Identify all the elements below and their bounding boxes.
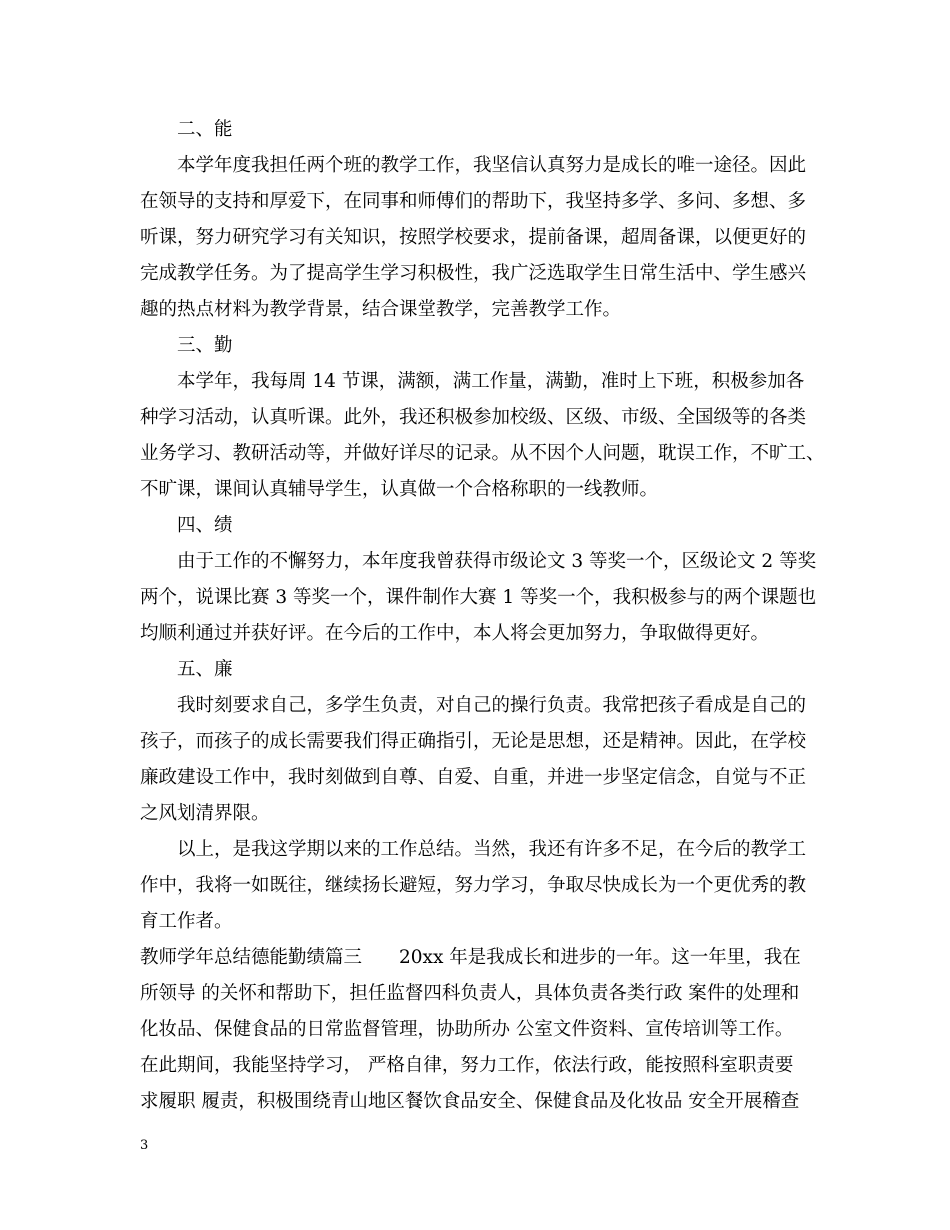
paragraph-line: 本学年，我每周 14 节课，满额，满工作量，满勤，准时上下班，积极参加各 bbox=[177, 371, 805, 392]
paragraph-line: 本学年度我担任两个班的教学工作，我坚信认真努力是成长的唯一途径。因此 bbox=[177, 155, 807, 176]
paragraph-line: 化妆品、保健食品的日常监督管理，协助所办 公室文件资料、宣传培训等工作。 bbox=[140, 1019, 794, 1040]
section-title-line: 教师学年总结德能勤绩篇三 20xx 年是我成长和进步的一年。这一年里，我在 bbox=[140, 947, 801, 968]
paragraph-line: 求履职 履责，积极围绕青山地区餐饮食品安全、保健食品及化妆品 安全开展稽查 bbox=[140, 1091, 800, 1112]
paragraph-line: 在领导的支持和厚爱下，在同事和师傅们的帮助下，我坚持多学、多问、多想、多 bbox=[140, 191, 807, 212]
paragraph-line: 两个，说课比赛 3 等奖一个，课件制作大赛 1 等奖一个，我积极参与的两个课题也 bbox=[140, 587, 817, 608]
paragraph-line: 在此期间，我能坚持学习， 严格自律，努力工作，依法行政，能按照科室职责要 bbox=[140, 1055, 794, 1076]
paragraph-line: 之风划清界限。 bbox=[140, 803, 270, 824]
paragraph-line: 所领导 的关怀和帮助下，担任监督四科负责人，具体负责各类行政 案件的处理和 bbox=[140, 983, 800, 1004]
paragraph-line: 均顺利通过并获好评。在今后的工作中，本人将会更加努力，争取做得更好。 bbox=[140, 623, 770, 644]
heading-ji: 四、绩 bbox=[177, 515, 233, 536]
paragraph-line: 由于工作的不懈努力，本年度我曾获得市级论文 3 等奖一个，区级论文 2 等奖 bbox=[177, 551, 817, 572]
heading-lian: 五、廉 bbox=[177, 659, 233, 680]
heading-neng: 二、能 bbox=[177, 119, 233, 140]
paragraph-line: 我时刻要求自己，多学生负责，对自己的操行负责。我常把孩子看成是自己的 bbox=[177, 695, 807, 716]
paragraph-line: 听课，努力研究学习有关知识，按照学校要求，提前备课，超周备课，以便更好的 bbox=[140, 227, 807, 248]
paragraph-line: 种学习活动，认真听课。此外，我还积极参加校级、区级、市级、全国级等的各类 bbox=[140, 407, 807, 428]
paragraph-line: 完成教学任务。为了提高学生学习积极性，我广泛选取学生日常生活中、学生感兴 bbox=[140, 263, 807, 284]
paragraph-line: 不旷课，课间认真辅导学生，认真做一个合格称职的一线教师。 bbox=[140, 479, 659, 500]
page-number: 3 bbox=[140, 1138, 149, 1153]
paragraph-line: 业务学习、教研活动等，并做好详尽的记录。从不因个人问题，耽误工作，不旷工、 bbox=[140, 443, 825, 464]
paragraph-line: 廉政建设工作中，我时刻做到自尊、自爱、自重，并进一步坚定信念，自觉与不正 bbox=[140, 767, 807, 788]
paragraph-line: 以上，是我这学期以来的工作总结。当然，我还有许多不足，在今后的教学工 bbox=[177, 839, 807, 860]
paragraph-line: 作中，我将一如既往，继续扬长避短，努力学习，争取尽快成长为一个更优秀的教 bbox=[140, 875, 807, 896]
heading-qin: 三、勤 bbox=[177, 335, 233, 356]
paragraph-line: 育工作者。 bbox=[140, 911, 233, 932]
paragraph-line: 孩子，而孩子的成长需要我们得正确指引，无论是思想，还是精神。因此，在学校 bbox=[140, 731, 807, 752]
paragraph-line: 趣的热点材料为教学背景，结合课堂教学，完善教学工作。 bbox=[140, 299, 622, 320]
